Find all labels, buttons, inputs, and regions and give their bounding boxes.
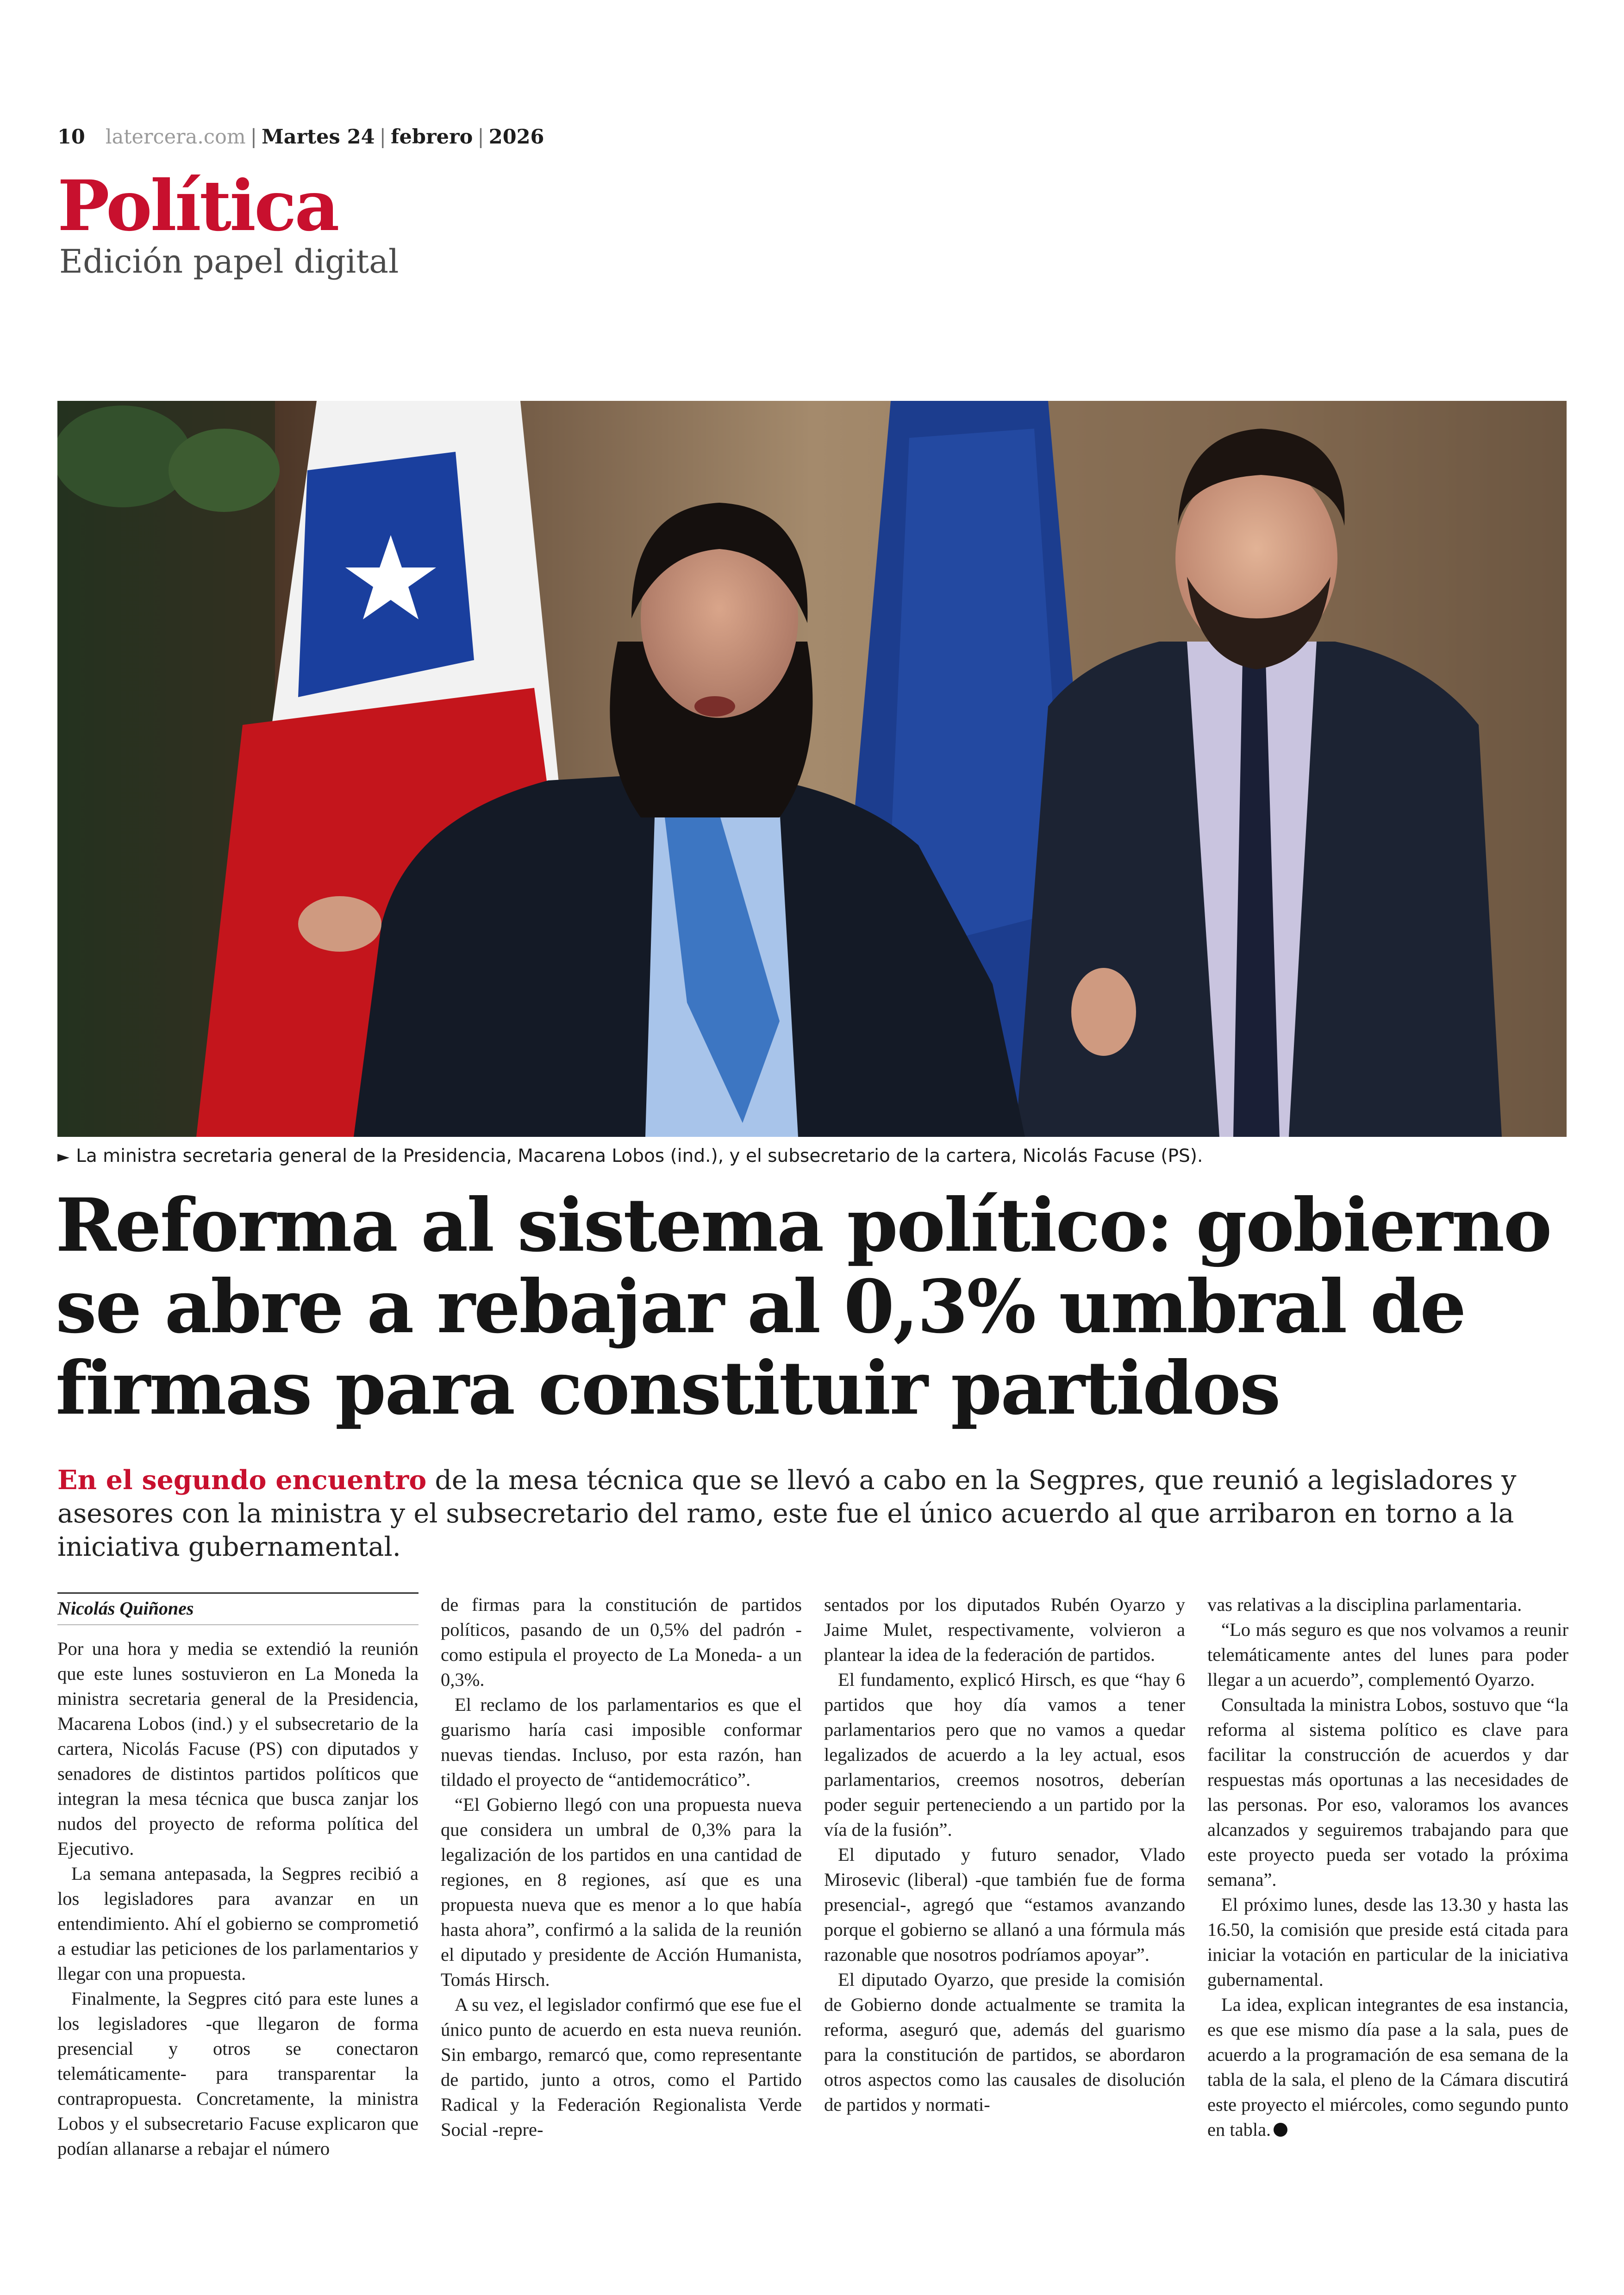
section-title: Política (57, 165, 338, 247)
woman-left-hand (298, 896, 381, 952)
separator: | (477, 125, 484, 149)
deck-lead: En el segundo encuentro (57, 1465, 427, 1496)
paragraph: El próximo lunes, desde las 13.30 y hasta las 16.50, la comisión que preside está citada para iniciar la votación en particular de la iniciativa gubernamental. (1207, 1894, 1568, 1990)
paragraph: Finalmente, la Segpres citó para este lunes a los legisladores -que llegaron de forma presencial y otros se conectaron telemáticamente- para transparentar la contrapropuesta. Concretamente, la ministra Lobos y el subsecretario Facuse explicaron que podían allanarse a rebajar el número (57, 1988, 418, 2159)
text-column-1 (57, 1592, 418, 2161)
byline: Nicolás Quiñones (57, 1592, 418, 1625)
text-column-2 (441, 1592, 802, 2142)
separator: | (379, 125, 387, 149)
photo-caption (57, 1142, 1567, 1170)
paragraph: “El Gobierno llegó con una propuesta nueva que considera un umbral de 0,3% para la legalización de los partidos en una cantidad de regiones, en 8 regiones, así que es una propuesta nueva que es menor a lo que había hasta ahora”, confirmó a la salida de la reunión el diputado y presidente de Acción Humanista, Tomás Hirsch. (441, 1794, 802, 1990)
page-number: 10 (57, 125, 85, 149)
paragraph: El diputado y futuro senador, Vlado Mirosevic (liberal) -que también fue de forma presencial-, agregó que “estamos avanzando porque el gobierno se allanó a una fórmula más razonable que nosotros podríamos apoyar”. (824, 1844, 1185, 1965)
paragraph: sentados por los diputados Rubén Oyarzo y Jaime Mulet, respectivamente, volvieron a plantear la idea de la federación de partidos. (824, 1594, 1185, 1665)
paragraph: Consultada la ministra Lobos, sostuvo que “la reforma al sistema político es clave para facilitar la construcción de acuerdos y dar respuestas más oportunas a las necesidades de las personas. Por eso, valoramos los avances alcanzados y seguiremos trabajando para que este proyecto pueda ser votado la próxima semana”. (1207, 1694, 1568, 1890)
date-year: 2026 (488, 125, 544, 149)
page-header-line (57, 123, 544, 151)
paragraph-text: La idea, explican integrantes de esa instancia, es que ese mismo día pase a la sala, pues de acuerdo a la programación de esa semana de la tabla de la sala, el pleno de la Cámara discutirá este proyecto el miércoles, como segundo punto en tabla. (1207, 1994, 1568, 2140)
paragraph: A su vez, el legislador confirmó que ese fue el único punto de acuerdo en esta nueva reunión. Sin embargo, remarcó que, como representante de partido, junto a otros, como el Partido Radical y la Federación Regionalista Verde Social -repre- (441, 1994, 802, 2140)
plant-leaves (169, 429, 280, 512)
separator: | (250, 125, 257, 149)
paragraph: El diputado Oyarzo, que preside la comisión de Gobierno donde actualmente se tramita la reforma, aseguró que, además del guarismo para la constitución de partidos, se abordaron otros aspectos como las causales de disolución de partidos y normati- (824, 1969, 1185, 2115)
paragraph: de firmas para la constitución de partidos políticos, pasando de un 0,5% del padrón -como estipula el proyecto de La Moneda- a un 0,3%. (441, 1594, 802, 1690)
plant-leaves (57, 405, 192, 507)
photo-illustration (57, 401, 1567, 1137)
paragraph: “Lo más seguro es que nos volvamos a reunir telemáticamente antes del lunes para poder llegar a un acuerdo”, complementó Oyarzo. (1207, 1619, 1568, 1690)
news-photo (57, 401, 1567, 1137)
paragraph: Por una hora y media se extendió la reunión que este lunes sostuvieron en La Moneda la ministra secretaria general de la Presidencia, Macarena Lobos (ind.) y el subsecretario de la cartera, Nicolás Facuse (PS) con diputados y senadores de distintos partidos políticos que integran la mesa técnica que busca zanjar los nudos del proyecto de reforma política del Ejecutivo. (57, 1638, 418, 1859)
paragraph: La semana antepasada, la Segpres recibió a los legisladores para avanzar en un entendimiento. Ahí el gobierno se comprometió a estudiar las peticiones de los parlamentarios y llegar con una propuesta. (57, 1863, 418, 1984)
article-headline: Reforma al sistema político: gobierno se abre a rebajar al 0,3% umbral de firmas para constituir partidos (56, 1183, 1551, 1431)
woman-right-hand (1071, 968, 1136, 1056)
site-link[interactable]: latercera.com (105, 125, 246, 149)
article-deck (57, 1464, 1553, 1564)
text-column-3 (824, 1592, 1185, 2117)
woman-mouth (694, 696, 735, 717)
caption-marker-icon: ► (57, 1148, 70, 1166)
paragraph: El reclamo de los parlamentarios es que el guarismo haría casi imposible conformar nuevas tiendas. Incluso, por esta razón, han tildado el proyecto de “antidemocrático”. (441, 1694, 802, 1790)
caption-text: La ministra secretaria general de la Presidencia, Macarena Lobos (ind.), y el subsecretario de la cartera, Nicolás Facuse (PS). (76, 1146, 1203, 1166)
section-subtitle: Edición papel digital (59, 243, 399, 281)
deck-text: de la mesa técnica que se llevó a cabo en la Segpres, que reunió a legisladores y asesores con la ministra y el subsecretario del ramo, este fue el único acuerdo al que arribaron en torno a la iniciativa gubernamental. (57, 1465, 1517, 1562)
text-column-4 (1207, 1592, 1568, 2142)
date-day: Martes 24 (262, 125, 375, 149)
paragraph: El fundamento, explicó Hirsch, es que “hay 6 partidos que hoy día vamos a tener parlamentarios pero que no vamos a quedar legalizados de acuerdo a la ley actual, esos parlamentarios, creemos nosotros, deberían poder seguir perteneciendo a un partido por la vía de la fusión”. (824, 1669, 1185, 1840)
paragraph: vas relativas a la disciplina parlamentaria. (1207, 1594, 1522, 1615)
date-month: febrero (391, 125, 473, 149)
paragraph (1207, 1992, 1568, 2142)
end-mark-icon (1274, 2123, 1287, 2137)
